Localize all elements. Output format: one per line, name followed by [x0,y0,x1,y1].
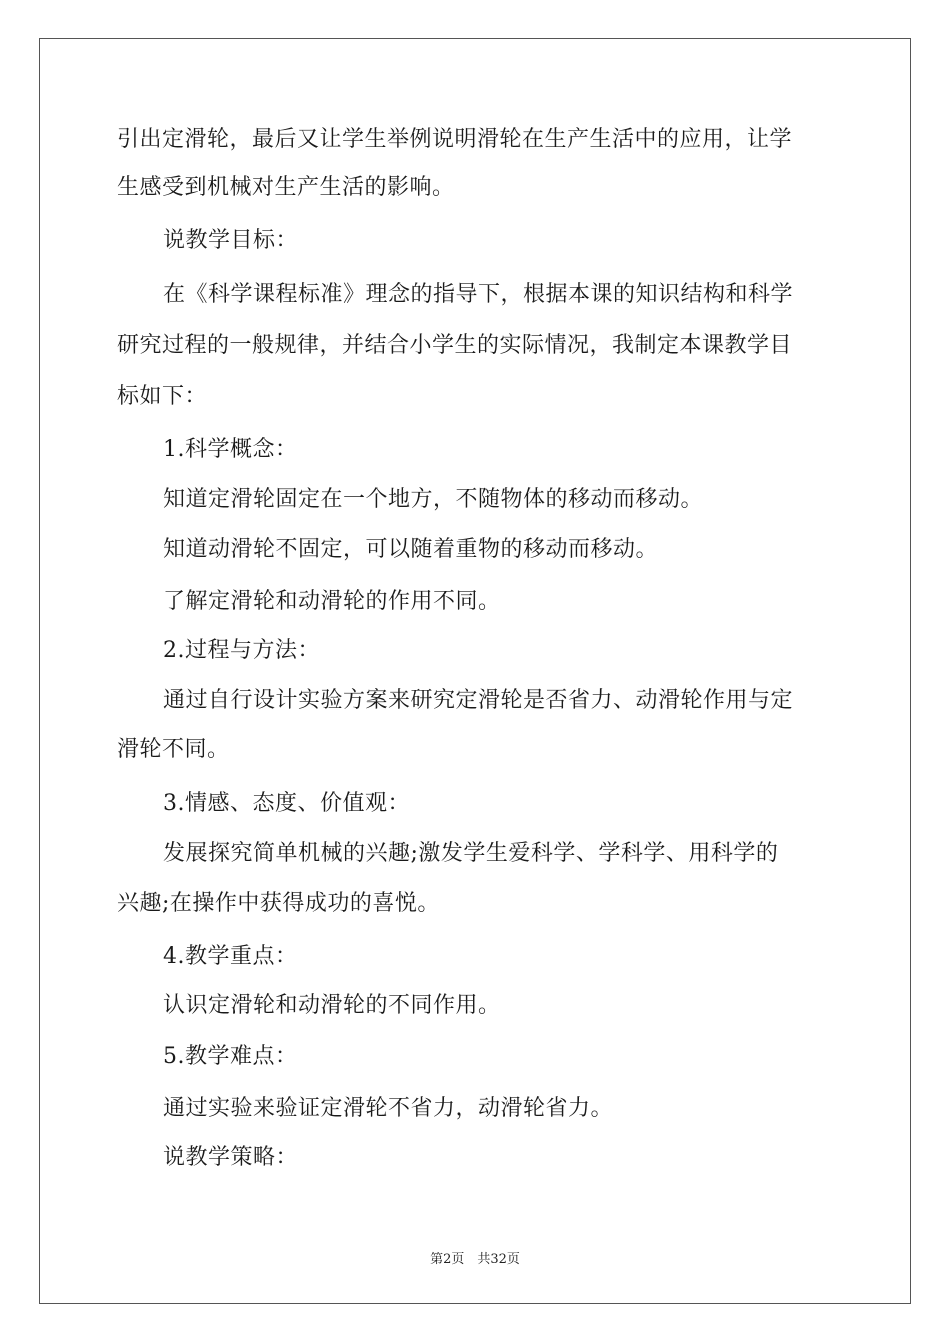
text-line: 引出定滑轮，最后又让学生举例说明滑轮在生产生活中的应用，让学 [117,127,793,152]
text-line: 说教学策略： [163,1145,299,1170]
text-line: 知道动滑轮不固定，可以随着重物的移动而移动。 [163,537,659,562]
text-line: 1.科学概念： [163,437,298,462]
text-line: 发展探究简单机械的兴趣;激发学生爱科学、学科学、用科学的 [163,841,779,866]
text-line: 兴趣;在操作中获得成功的喜悦。 [117,891,440,916]
text-line: 4.教学重点： [163,944,298,969]
text-line: 生感受到机械对生产生活的影响。 [117,175,455,200]
text-line: 滑轮不同。 [117,737,230,762]
text-line: 通过实验来验证定滑轮不省力，动滑轮省力。 [163,1096,614,1121]
text-line: 研究过程的一般规律，并结合小学生的实际情况，我制定本课教学目 [117,333,793,358]
text-line: 5.教学难点： [163,1044,298,1069]
text-line: 标如下： [117,384,208,409]
text-line: 3.情感、态度、价值观： [163,791,410,816]
text-line: 说教学目标： [163,228,299,253]
text-line: 通过自行设计实验方案来研究定滑轮是否省力、动滑轮作用与定 [163,688,794,713]
text-line: 知道定滑轮固定在一个地方，不随物体的移动而移动。 [163,487,704,512]
text-line: 2.过程与方法： [163,638,320,663]
text-line: 了解定滑轮和动滑轮的作用不同。 [163,589,501,614]
text-line: 在《科学课程标准》理念的指导下，根据本课的知识结构和科学 [163,282,794,307]
text-line: 认识定滑轮和动滑轮的不同作用。 [163,993,501,1018]
page-number-footer: 第2页 共32页 [430,1252,520,1267]
